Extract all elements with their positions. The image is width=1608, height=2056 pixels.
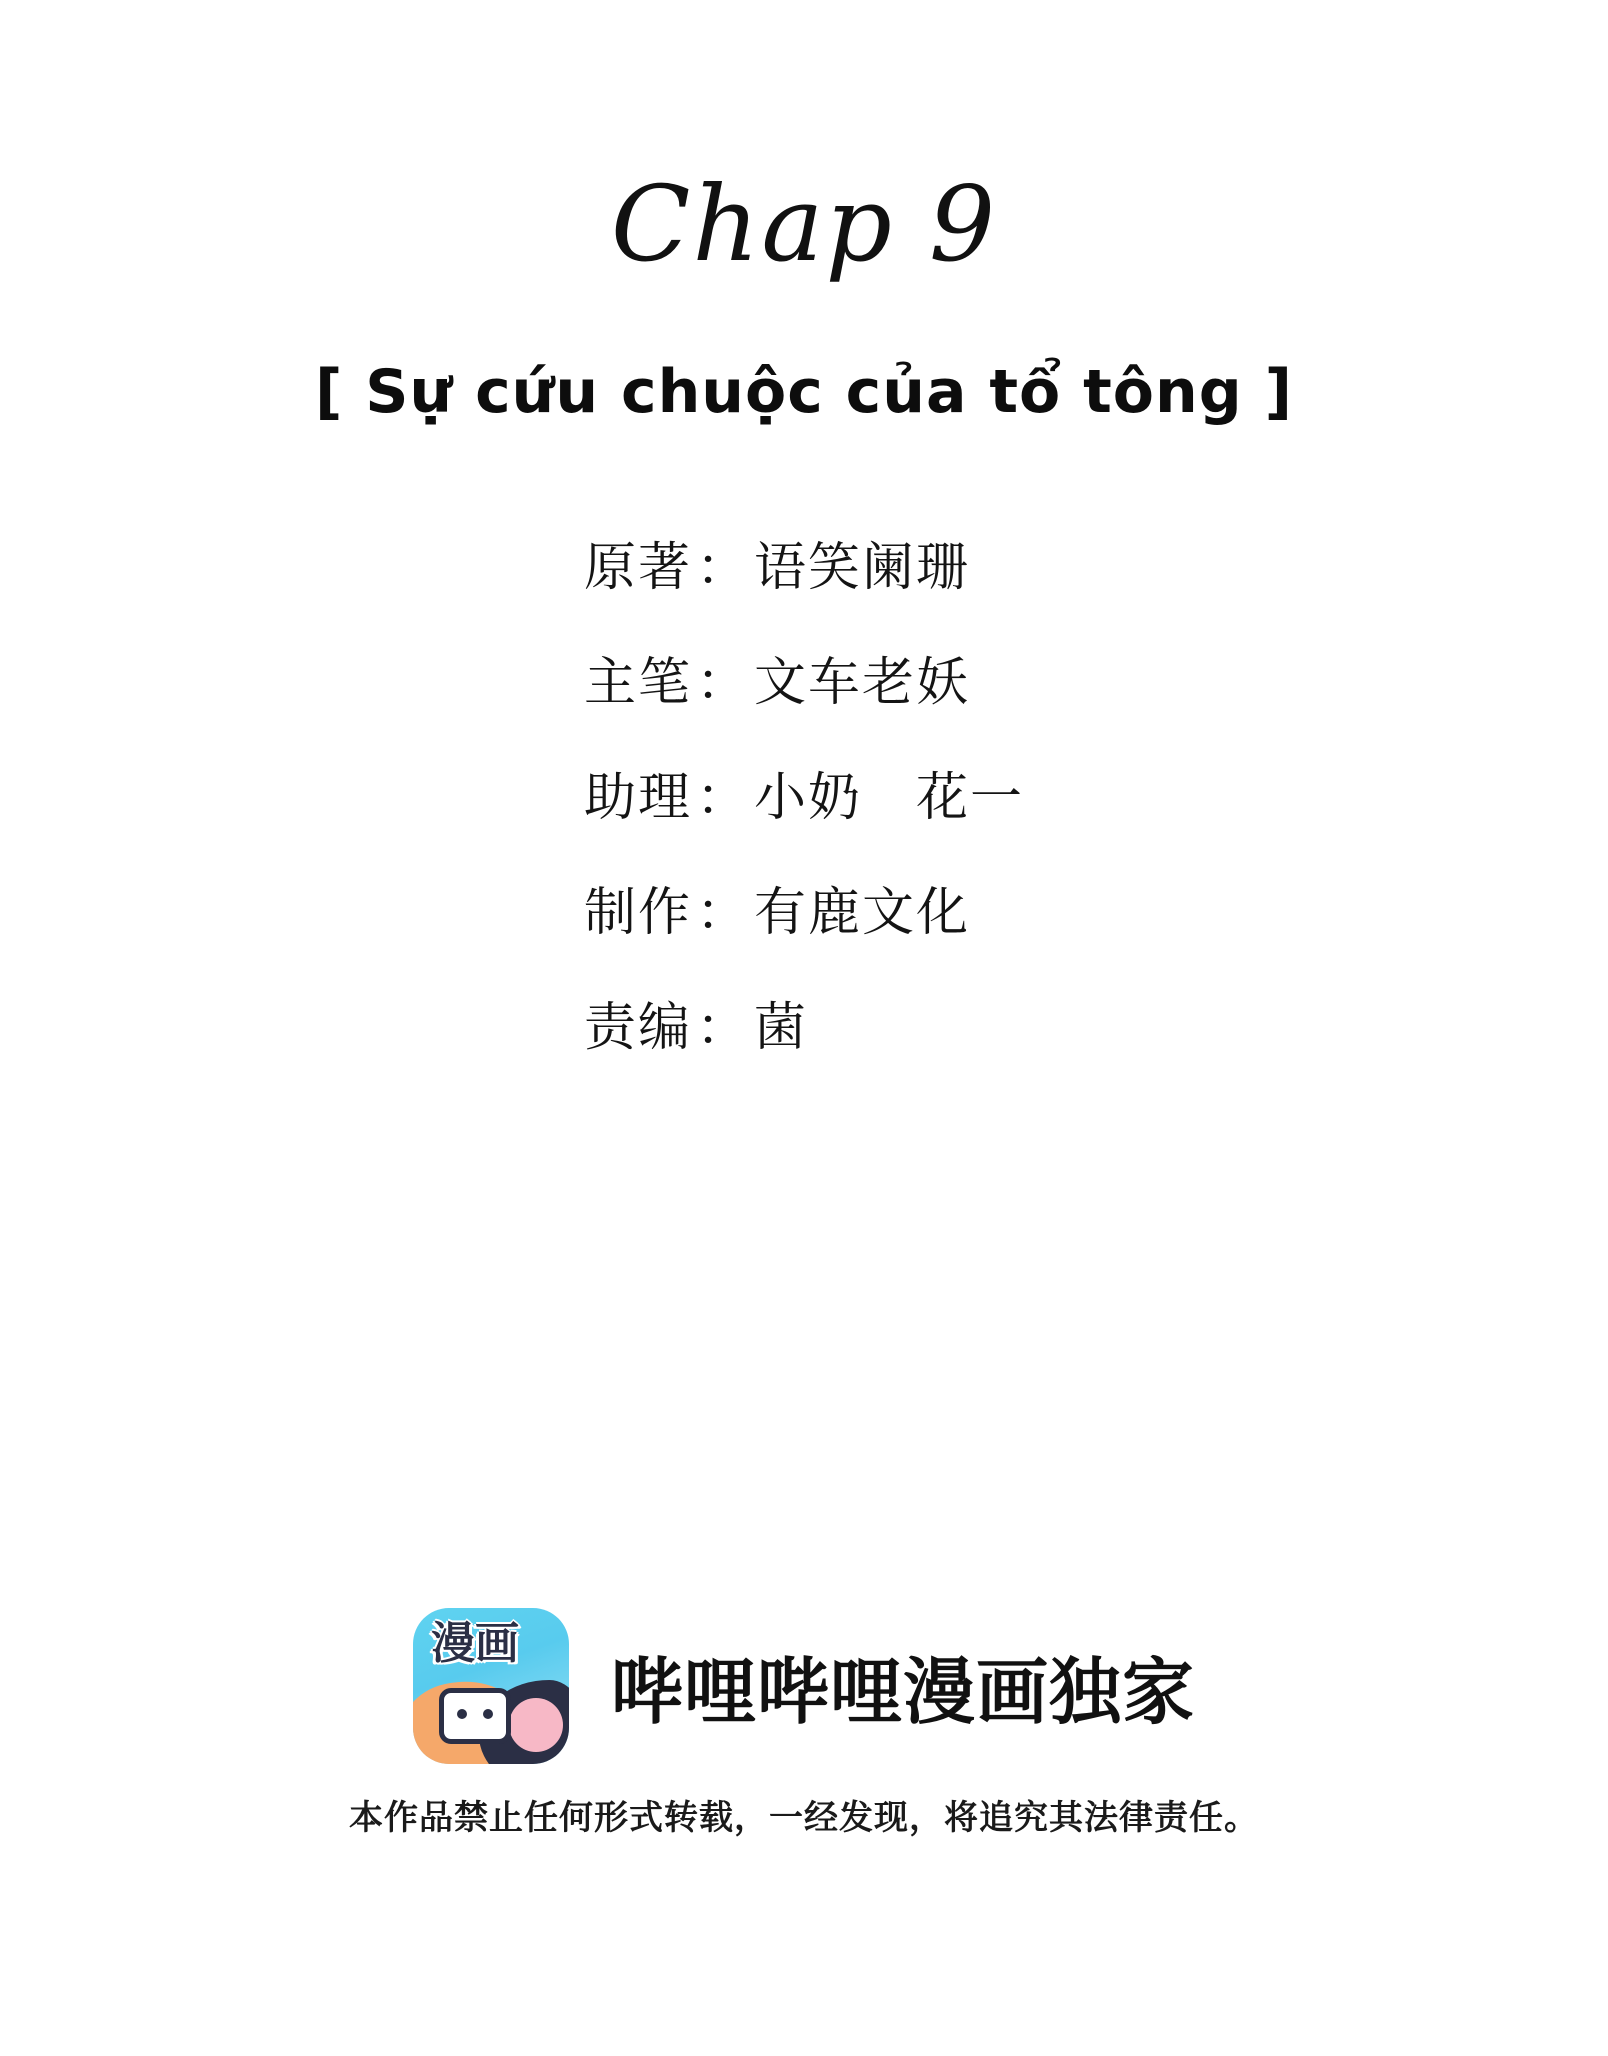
copyright-notice: 本作品禁止任何形式转载，一经发现，将追究其法律责任。 bbox=[349, 1799, 1259, 1837]
credit-row-assistant bbox=[584, 755, 1024, 830]
credit-value: 语笑阑珊 bbox=[754, 539, 971, 598]
credits-list bbox=[584, 525, 1024, 1060]
credit-label: 原著 bbox=[583, 539, 692, 598]
credit-separator: ： bbox=[695, 654, 750, 713]
logo-face-card bbox=[439, 1688, 511, 1744]
logo-wordmark: 漫画 bbox=[430, 1618, 519, 1669]
brand-footer bbox=[0, 1608, 1608, 1764]
bilibili-manga-app-icon bbox=[413, 1608, 569, 1764]
credit-label: 制作 bbox=[583, 884, 692, 943]
credit-row-original-author bbox=[584, 525, 970, 600]
credit-row-editor bbox=[584, 985, 808, 1060]
credit-value: 有鹿文化 bbox=[754, 884, 971, 943]
credit-value: 文车老妖 bbox=[754, 654, 971, 713]
credit-label: 主笔 bbox=[583, 654, 692, 713]
credit-value: 小奶 花一 bbox=[754, 769, 1025, 828]
credit-row-production bbox=[584, 870, 970, 945]
credit-separator: ： bbox=[695, 539, 750, 598]
credit-row-lead-artist bbox=[584, 640, 970, 715]
chapter-subtitle: [ Sự cứu chuộc của tổ tông ] bbox=[314, 357, 1293, 428]
logo-pink-shape bbox=[509, 1698, 563, 1752]
credit-label: 助理 bbox=[583, 769, 692, 828]
credit-value: 菌 bbox=[754, 999, 809, 1058]
credit-label: 责编 bbox=[583, 999, 692, 1058]
brand-name: 哔哩哔哩漫画独家 bbox=[610, 1653, 1195, 1733]
credit-separator: ： bbox=[695, 999, 750, 1058]
credit-separator: ： bbox=[695, 884, 750, 943]
credit-separator: ： bbox=[695, 769, 750, 828]
chapter-title: Chap 9 bbox=[610, 163, 998, 285]
